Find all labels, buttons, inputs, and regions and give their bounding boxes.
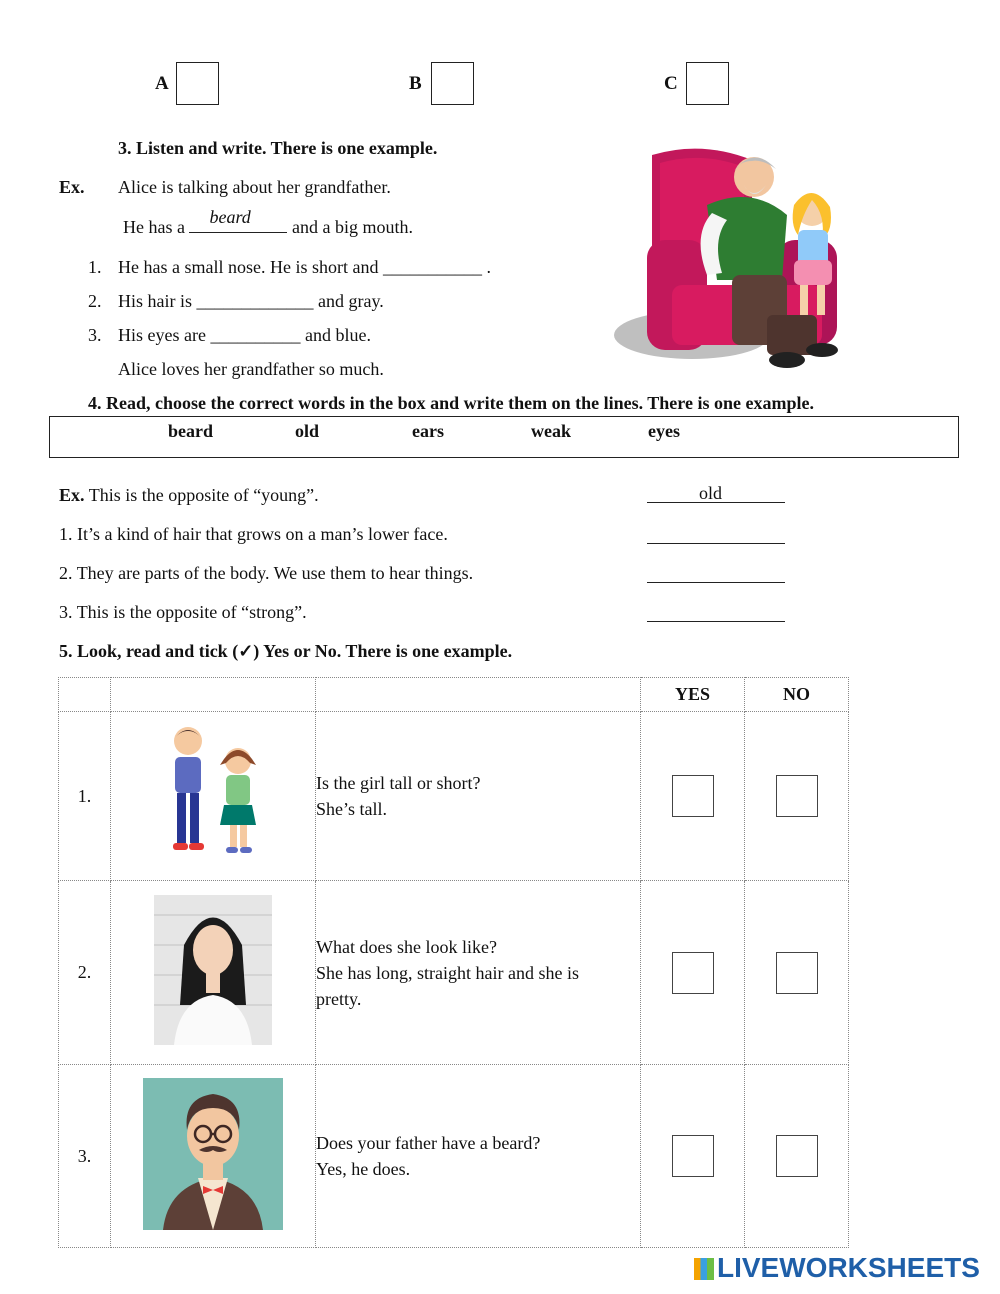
tick-table <box>58 677 849 1248</box>
row-2-num: 2. <box>59 881 111 1065</box>
section4-item-3: 3. This is the opposite of “strong”. <box>59 602 307 622</box>
kids-illustration <box>158 721 268 866</box>
choice-a-box[interactable] <box>176 62 219 105</box>
row-1-answer: She’s tall. <box>316 799 387 819</box>
section3-closing: Alice loves her grandfather so much. <box>118 359 384 379</box>
woman-photo <box>154 895 272 1045</box>
section4-item-1: 1. It’s a kind of hair that grows on a man’s lower face. <box>59 524 448 544</box>
row-1-num: 1. <box>59 712 111 881</box>
row-2-answer-line-2: pretty. <box>316 988 362 1009</box>
row-1-no-box[interactable] <box>776 775 818 817</box>
choice-c-box[interactable] <box>686 62 729 105</box>
row-2-answer-line-1: She has long, straight hair and she is <box>316 962 579 983</box>
section5-heading: 5. Look, read and tick (✓) Yes or No. There is one example. <box>59 641 513 661</box>
section3-ex-answer: beard <box>209 207 251 227</box>
section3-ex-intro: Alice is talking about her grandfather. <box>118 177 391 197</box>
section3-item-1[interactable]: He has a small nose. He is short and ___________ . <box>118 257 491 277</box>
table-row <box>59 712 849 881</box>
man-illustration <box>143 1078 283 1230</box>
section3-item-2[interactable]: His hair is _____________ and gray. <box>118 291 384 311</box>
row-3-num: 3. <box>59 1065 111 1248</box>
row-2-no-box[interactable] <box>776 952 818 994</box>
table-row <box>59 881 849 1065</box>
word-old: old <box>295 421 320 441</box>
word-box <box>49 416 959 458</box>
word-beard: beard <box>168 421 213 441</box>
choice-b-label: B <box>409 73 422 94</box>
word-eyes: eyes <box>648 421 680 441</box>
section4-answer-line-1[interactable] <box>647 523 785 544</box>
section4-ex-answer: old <box>699 483 723 503</box>
section4-heading: 4. Read, choose the correct words in the box and write them on the lines. There is one example. <box>88 393 814 413</box>
row-1-yes-box[interactable] <box>672 775 714 817</box>
section4-ex: Ex. This is the opposite of “young”. <box>59 485 319 505</box>
section4-item-2: 2. They are parts of the body. We use them to hear things. <box>59 563 474 583</box>
liveworksheets-logo: LIVEWORKSHEETS <box>694 1252 980 1284</box>
section4-answer-line-3[interactable] <box>647 601 785 622</box>
section3-item-3-num: 3. <box>88 325 102 345</box>
logo-icon <box>694 1258 714 1280</box>
col-yes-header: YES <box>641 678 745 712</box>
grandfather-illustration <box>612 145 847 380</box>
section4-ex-answer-line <box>647 482 785 503</box>
word-weak: weak <box>531 421 571 441</box>
row-3-no-box[interactable] <box>776 1135 818 1177</box>
choice-b-box[interactable] <box>431 62 474 105</box>
row-1-question: Is the girl tall or short? <box>316 773 481 793</box>
word-ears: ears <box>412 421 444 441</box>
section3-ex-sentence: He has a beard and a big mouth. <box>123 207 413 237</box>
row-2-question: What does she look like? <box>316 936 497 957</box>
section3-item-3[interactable]: His eyes are __________ and blue. <box>118 325 371 345</box>
section3-heading: 3. Listen and write. There is one example. <box>118 138 438 158</box>
section3-ex-label: Ex. <box>59 177 85 197</box>
choice-a-label: A <box>155 73 169 94</box>
row-2-yes-box[interactable] <box>672 952 714 994</box>
col-no-header: NO <box>745 678 849 712</box>
section3-item-1-num: 1. <box>88 257 102 277</box>
table-row <box>59 1065 849 1248</box>
row-3-question: Does your father have a beard? <box>316 1133 541 1153</box>
row-3-yes-box[interactable] <box>672 1135 714 1177</box>
section3-ex-answer-line <box>189 207 287 233</box>
section4-answer-line-2[interactable] <box>647 562 785 583</box>
section3-item-2-num: 2. <box>88 291 102 311</box>
choice-c-label: C <box>664 73 678 94</box>
row-3-answer: Yes, he does. <box>316 1159 411 1179</box>
